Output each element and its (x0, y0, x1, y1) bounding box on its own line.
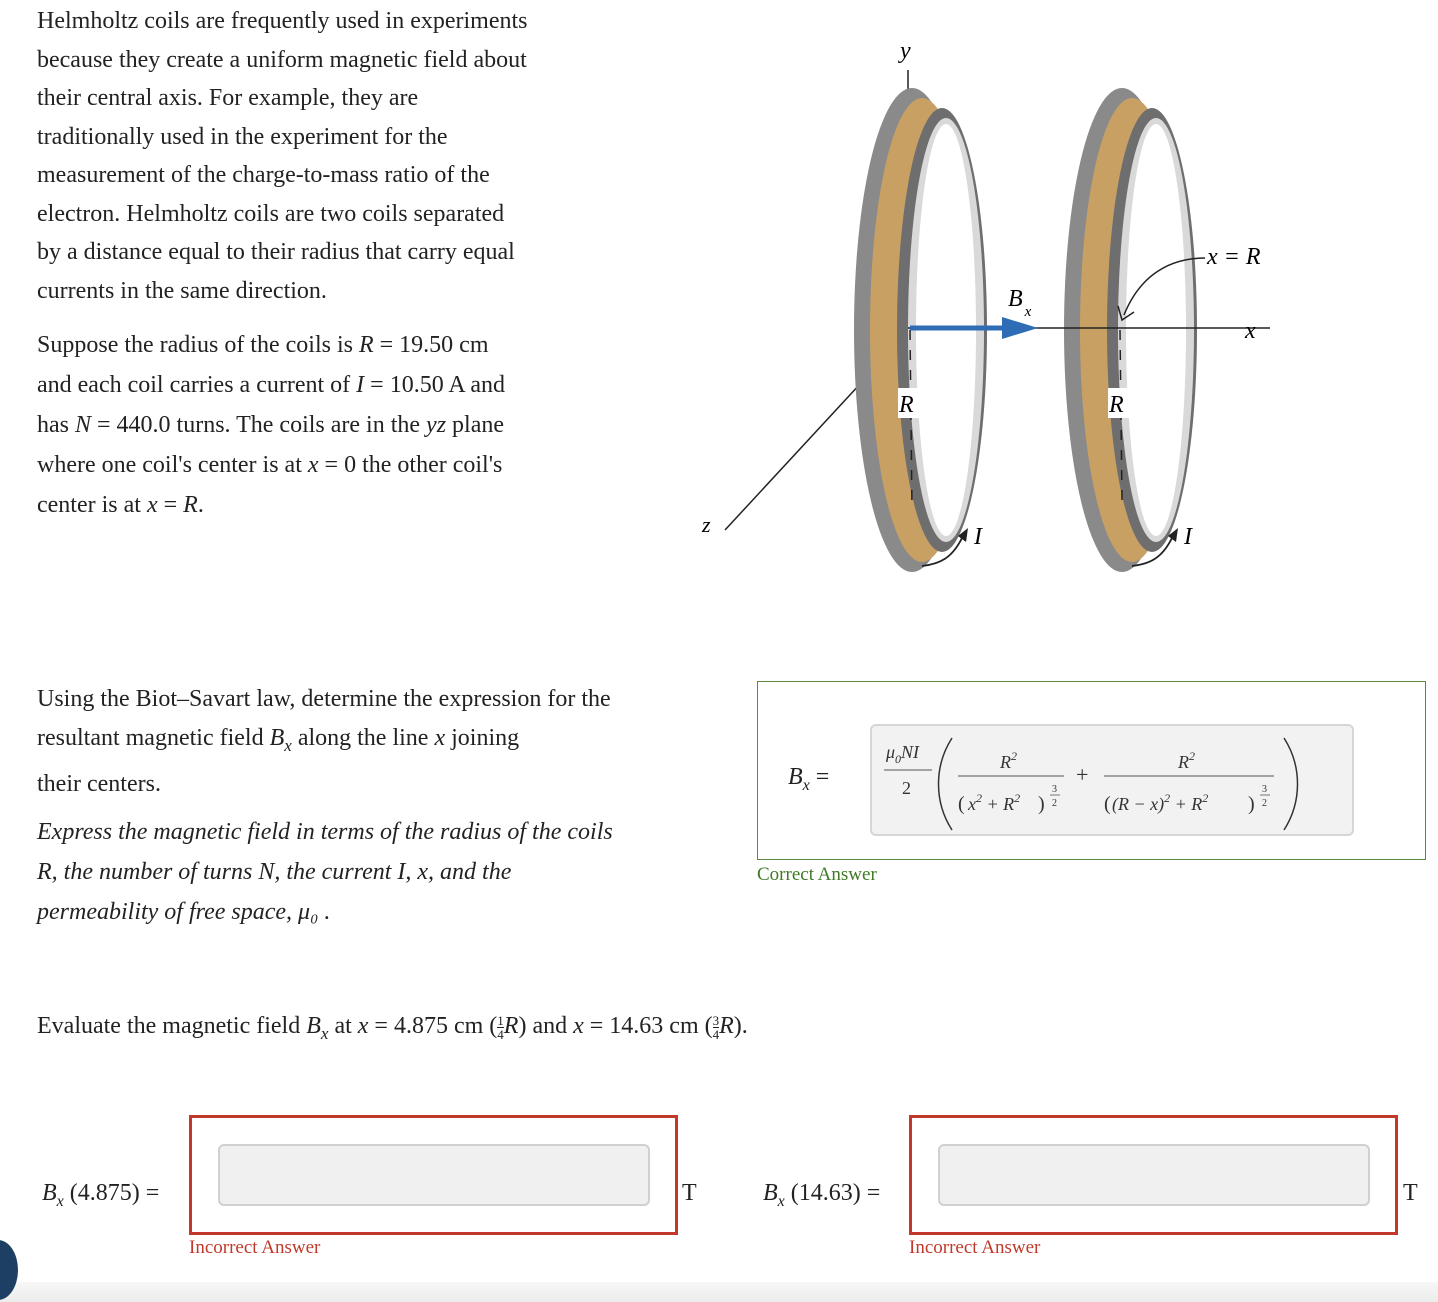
svg-text:R2: $R^2$ (1000, 749, 1017, 772)
svg-text:+: + (1076, 762, 1089, 787)
setup-line: center is at x = R. (37, 492, 204, 518)
field-1-status: Incorrect Answer (189, 1237, 321, 1258)
setup-paragraph (37, 325, 505, 525)
field-1-input[interactable] (218, 1144, 650, 1206)
field-2-label: $B_x$ (14.63) = (763, 1180, 881, 1210)
svg-text:3: 3 (1262, 784, 1267, 795)
field-2-status: Incorrect Answer (909, 1237, 1041, 1258)
left-r-label: R (899, 392, 914, 418)
answer-1-lhs: $B_x$ = (788, 764, 830, 794)
intro-line: because they create a uniform magnetic field about (37, 46, 527, 73)
right-r-label: R (1109, 392, 1124, 418)
setup-line: has N = 440.0 turns. The coils are in the yz plane (37, 412, 505, 438)
svg-text:3: 3 (1052, 784, 1057, 795)
svg-text:): ) (1038, 793, 1045, 815)
svg-text:2: 2 (1052, 798, 1057, 809)
setup-line: Suppose the radius of the coils is R = 19.50 cm (37, 332, 489, 358)
svg-text:2: 2 (902, 778, 911, 798)
intro-line: traditionally used in the experiment for the (37, 123, 448, 150)
helmholtz-coils-figure (690, 30, 1290, 590)
setup-line: where one coil's center is at x = 0 the other coil's (37, 452, 503, 478)
field-1-label: $B_x$ (4.875) = (42, 1180, 160, 1210)
svg-text:(: ( (958, 793, 965, 815)
field-2-input[interactable] (938, 1144, 1370, 1206)
z-axis-label: z (702, 512, 711, 537)
question-line: Using the Biot–Savart law, determine the expression for the (37, 686, 611, 712)
bottom-scroll-shadow (0, 1282, 1438, 1302)
svg-text:2: 2 (1262, 798, 1267, 809)
intro-line: electron. Helmholtz coils are two coils separated (37, 200, 505, 227)
question-1-instructions: Express the magnetic field in terms of the radius of the coils R, the number of turns N, the current I, x, and the permeability of free space, μ₀ . (37, 819, 613, 925)
intro-line: by a distance equal to their radius that carry equal (37, 239, 515, 265)
field-2-container (909, 1115, 1398, 1235)
svg-text:): ) (1248, 793, 1255, 815)
answer-1-expression[interactable] (870, 724, 1354, 836)
x-axis-label: x (1245, 318, 1256, 344)
question-line: their centers. (37, 770, 161, 797)
answer-1-status: Correct Answer (757, 864, 877, 885)
intro-line: Helmholtz coils are frequently used in experiments (37, 8, 528, 34)
bx-arrowhead (1002, 317, 1038, 339)
question-line: resultant magnetic field $B_x$ along the line x joining (37, 725, 520, 755)
svg-text:R2: $R^2$ (1178, 749, 1195, 772)
answer-1-box (757, 681, 1426, 860)
right-coil (1064, 88, 1197, 572)
left-current-label: I (974, 524, 982, 550)
svg-text:x2 + R2: $x^2 + R^2$ (968, 791, 1021, 814)
intro-line: measurement of the charge-to-mass ratio of the (37, 162, 490, 188)
question-1 (37, 680, 611, 804)
field-1-container (189, 1115, 678, 1235)
intro-line: currents in the same direction. (37, 277, 327, 304)
y-axis-label: y (900, 38, 911, 64)
setup-line: and each coil carries a current of I = 10.50 A and (37, 372, 506, 398)
x-equals-r-label: x = R (1207, 244, 1261, 270)
intro-line: their central axis. For example, they are (37, 85, 419, 111)
intro-paragraph (37, 2, 528, 310)
formula-svg (872, 726, 1352, 834)
svg-text:(: ( (1104, 793, 1111, 815)
svg-text:μ0NI: $\mu_0NI$ (886, 742, 920, 766)
bx-label: B $_x$ (1008, 286, 1032, 320)
svg-text:(R − x)2 + R2: $(R - x)^2 + R^2$ (1112, 791, 1209, 814)
field-1-unit: T (682, 1180, 697, 1206)
right-current-label: I (1184, 524, 1192, 550)
question-2: Evaluate the magnetic field $B_x$ at x = 4.875 cm ( $\frac{1}{4}$ R) and x = 14.63 cm ( $\frac{3}{4}$ R). (37, 1012, 748, 1043)
field-2-unit: T (1403, 1180, 1418, 1206)
